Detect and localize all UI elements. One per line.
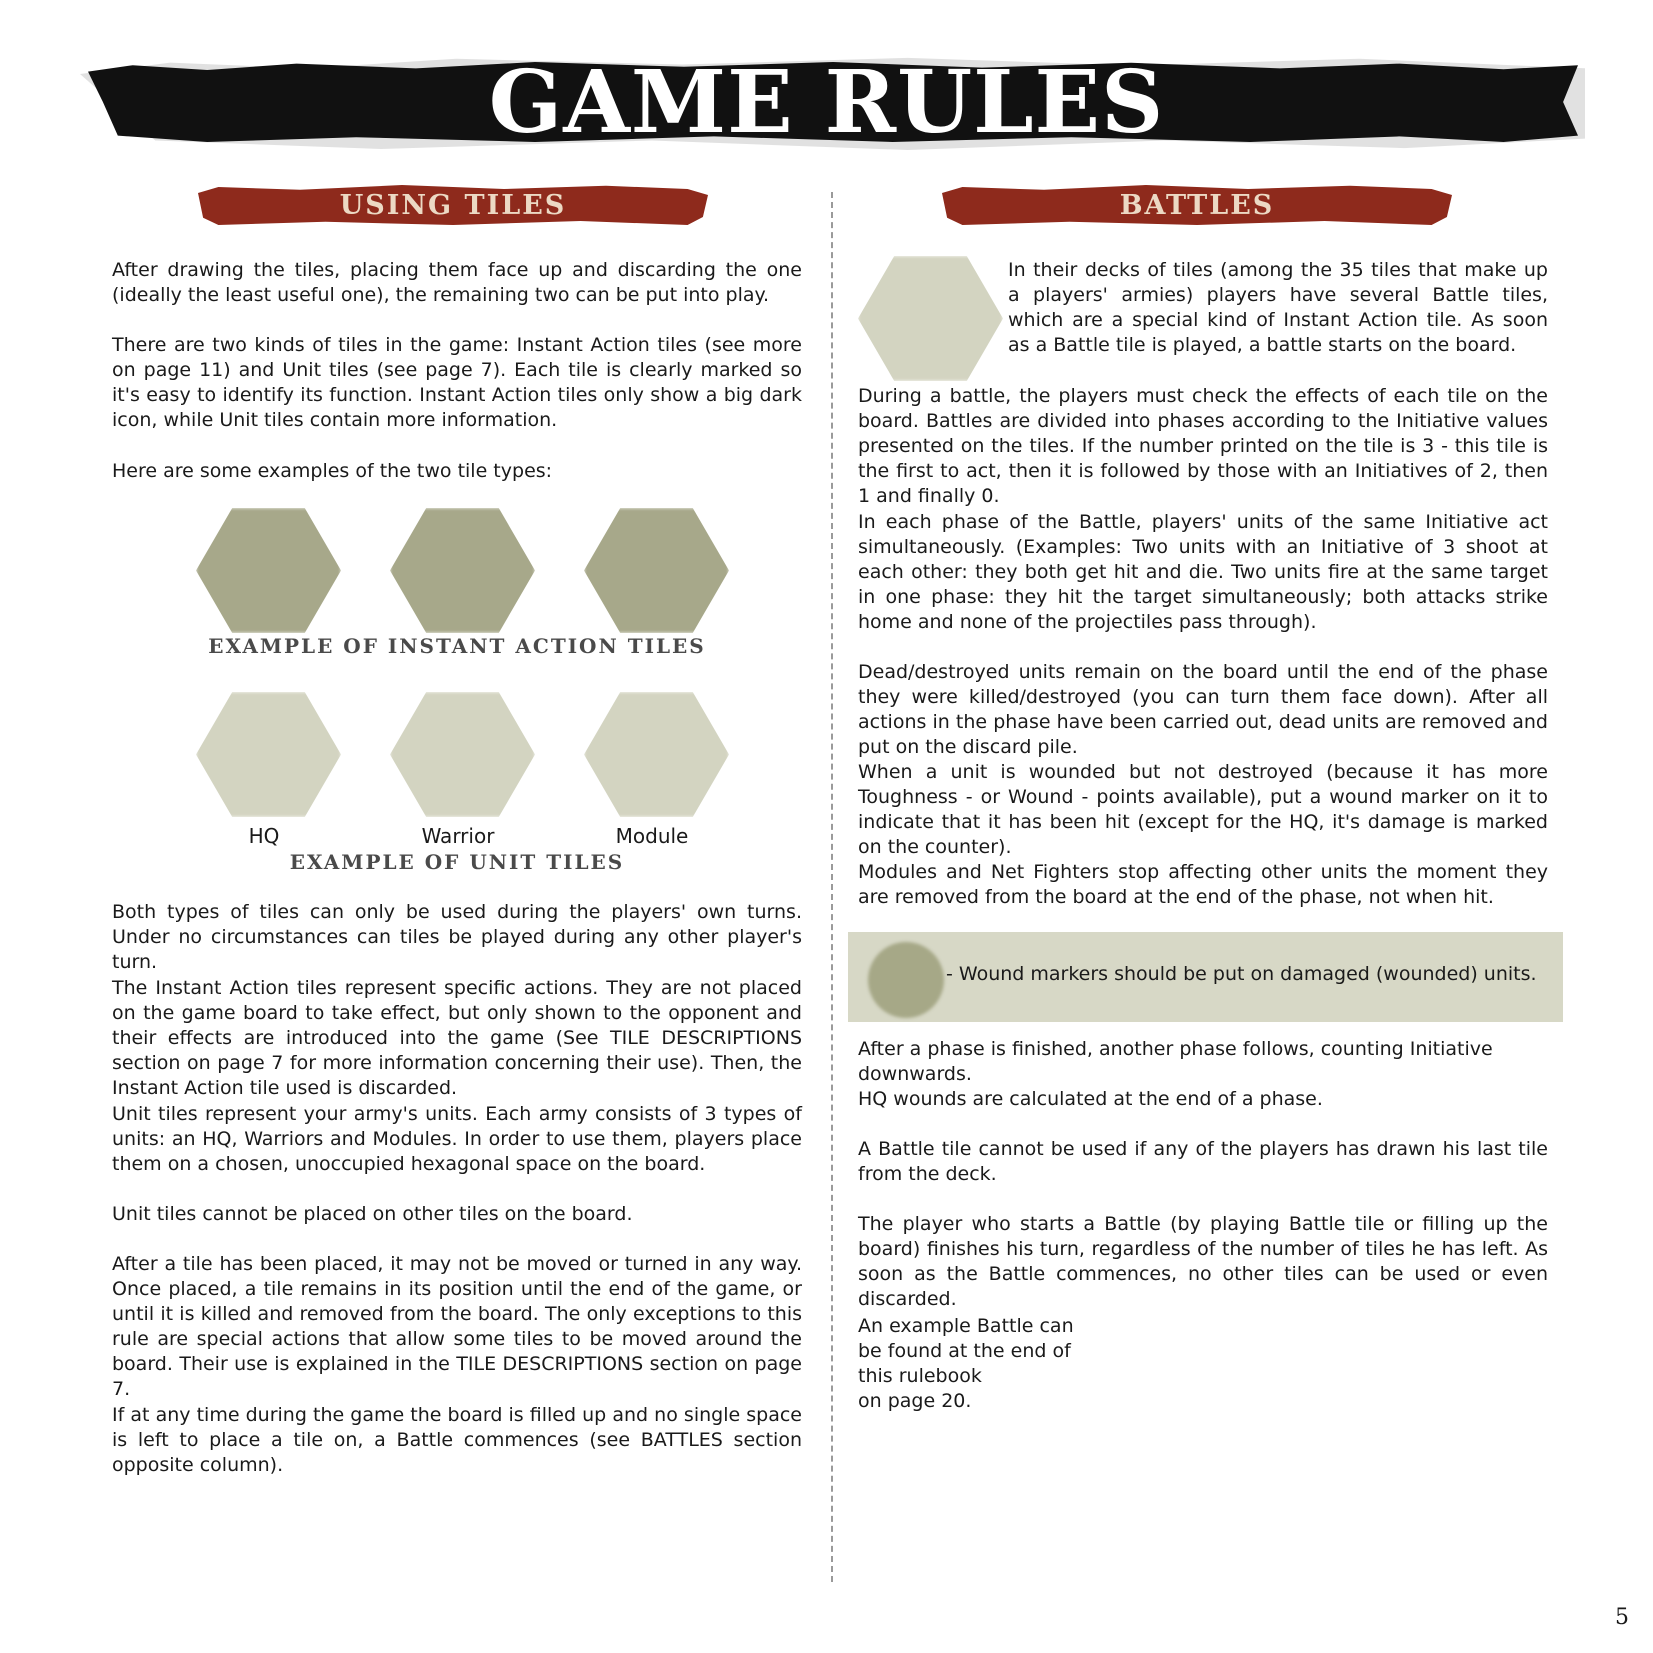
instant-action-caption: EXAMPLE OF INSTANT ACTION TILES	[208, 634, 706, 658]
left-paragraph-7: Unit tiles cannot be placed on other tiles on the board.	[112, 1203, 633, 1225]
right-paragraph-2: During a battle, the players must check the effects of each tile on the board. Battles are divided into phases according to the Initiative values presented on the tiles. If the number printed on the tile is 3 - this tile is the first to act, then it is followed by those with an Initiatives of 2, then 1 and finally 0.	[858, 385, 1548, 507]
left-paragraph-2: There are two kinds of tiles in the game: Instant Action tiles (see more on page 11) and Unit tiles (see page 7). Each tile is clearly marked so it's easy to identify its function. Instant Action tiles only show a big dark icon, while Unit tiles contain more information.	[112, 334, 802, 431]
unit-label-hq: HQ	[248, 824, 280, 848]
left-paragraph-6: Unit tiles represent your army's units. Each army consists of 3 types of units: an HQ, Warriors and Modules. In order to use them, players place them on a chosen, unoccupied hexagonal space on the board.	[112, 1103, 802, 1175]
example-battle-line: this rulebook	[858, 1365, 982, 1387]
unit-tile-warrior	[390, 692, 535, 817]
left-paragraph-3: Here are some examples of the two tile types:	[112, 460, 553, 482]
left-paragraph-4: Both types of tiles can only be used during the players' own turns. Under no circumstances can tiles be played during any other player's turn.	[112, 901, 802, 973]
page-number: 5	[1615, 1605, 1629, 1630]
using-tiles-heading: USING TILES	[339, 190, 567, 221]
right-paragraph-9: A Battle tile cannot be used if any of the players has drawn his last tile from the deck.	[858, 1138, 1548, 1185]
right-paragraph-5: When a unit is wounded but not destroyed (because it has more Toughness - or Wound - points available), put a wound marker on it to indicate that it has been hit (except for the HQ, it's damage is marked on the counter).	[858, 761, 1548, 858]
instant-action-tile	[196, 508, 341, 633]
right-paragraph-4: Dead/destroyed units remain on the board until the end of the phase they were killed/destroyed (you can turn them face down). After all actions in the phase have been carried out, dead units are removed and put on the discard pile.	[858, 661, 1548, 758]
column-divider	[831, 192, 833, 1582]
example-battle-line: on page 20.	[858, 1390, 972, 1412]
right-paragraph-1: In their decks of tiles (among the 35 tiles that make up a players' armies) players have several Battle tiles, which are a special kind of Instant Action tile. As soon as a Battle tile is played, a battle starts on the board.	[1008, 259, 1548, 356]
right-paragraph-8: HQ wounds are calculated at the end of a phase.	[858, 1088, 1323, 1110]
example-battle-line: be found at the end of	[858, 1340, 1071, 1362]
left-paragraph-5: The Instant Action tiles represent specific actions. They are not placed on the game board to take effect, but only shown to the opponent and their effects are introduced into the game (See TILE DESCRIPTIONS section on page 7 for more information concerning their use). Then, the Instant Action tile used is discarded.	[112, 977, 802, 1099]
right-paragraph-3: In each phase of the Battle, players' units of the same Initiative act simultaneously. (Examples: Two units with an Initiative of 3 shoot at each other: they both get hit and die. Two units fire at the same target in one phase: they hit the target simultaneously; both attacks strike home and none of the projectiles pass through).	[858, 511, 1548, 633]
instant-action-tile	[584, 508, 729, 633]
page-title: GAME RULES	[488, 52, 1165, 153]
left-paragraph-8: After a tile has been placed, it may not be moved or turned in any way. Once placed, a tile remains in its position until the end of the game, or until it is killed and removed from the board. The only exceptions to this rule are special actions that allow some tiles to be moved around the board. Their use is explained in the TILE DESCRIPTIONS section on page 7.	[112, 1253, 802, 1400]
unit-tile-hq	[196, 692, 341, 817]
right-paragraph-7: After a phase is finished, another phase follows, counting Initiative downwards.	[858, 1038, 1493, 1085]
unit-tile-module	[584, 692, 729, 817]
wound-marker-note-text: - Wound markers should be put on damaged (wounded) units.	[946, 963, 1537, 985]
left-paragraph-9: If at any time during the game the board is filled up and no single space is left to place a tile on, a Battle commences (see BATTLES section opposite column).	[112, 1404, 802, 1476]
right-paragraph-6: Modules and Net Fighters stop affecting other units the moment they are removed from the board at the end of the phase, not when hit.	[858, 861, 1548, 908]
battle-tile	[858, 256, 1003, 381]
instant-action-tile	[390, 508, 535, 633]
example-battle-line: An example Battle can	[858, 1315, 1074, 1337]
battles-heading: BATTLES	[1119, 190, 1275, 221]
unit-label-warrior: Warrior	[421, 824, 495, 848]
right-paragraph-10: The player who starts a Battle (by playing Battle tile or filling up the board) finishes his turn, regardless of the number of tiles he has left. As soon as the Battle commences, no other tiles can be used or even discarded.	[858, 1213, 1548, 1310]
left-paragraph-1: After drawing the tiles, placing them face up and discarding the one (ideally the least useful one), the remaining two can be put into play.	[112, 259, 802, 306]
example-battle-reference	[858, 1314, 1074, 1414]
unit-tiles-caption: EXAMPLE OF UNIT TILES	[289, 850, 625, 874]
wound-marker-icon	[868, 942, 944, 1018]
unit-label-module: Module	[615, 824, 689, 848]
